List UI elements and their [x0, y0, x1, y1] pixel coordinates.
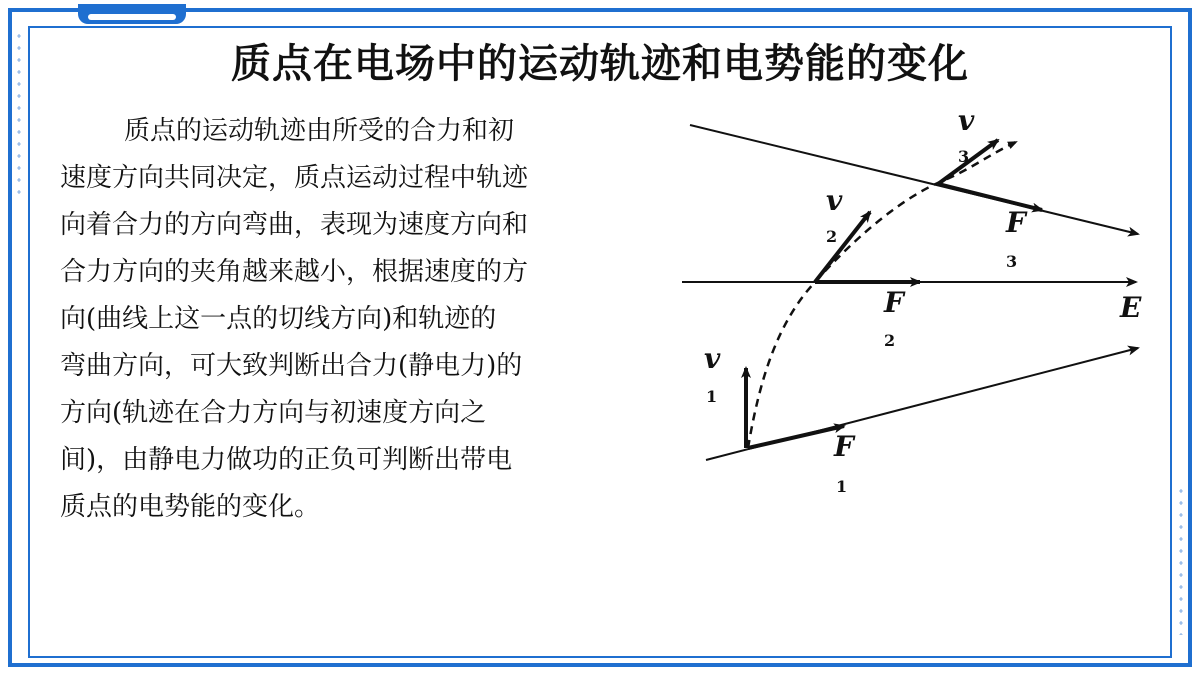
paragraph-line: 合力方向的夹角越来越小，根据速度的方: [60, 257, 529, 287]
field-label-e: E: [1120, 291, 1142, 324]
velocity-label-3: v: [958, 104, 975, 137]
trajectory-curve: [748, 142, 1016, 448]
velocity-arrow-2: [815, 212, 870, 282]
paragraph-line: 质点的电势能的变化。: [60, 492, 321, 522]
force-subscript-1: 1: [836, 477, 848, 496]
velocity-label-2: v: [826, 184, 843, 217]
paragraph-line: 向着合力的方向弯曲，表现为速度方向和: [60, 210, 529, 240]
field-trajectory-diagram: [660, 92, 1180, 512]
explanation-paragraph: [60, 108, 640, 531]
field-line-top: [690, 125, 1138, 234]
force-label-2: F: [884, 286, 904, 319]
force-subscript-2: 2: [884, 331, 896, 350]
corner-tab-notch: [88, 14, 176, 20]
velocity-subscript-1: 1: [706, 387, 718, 406]
force-label-3: F: [1006, 206, 1026, 239]
paragraph-line: 方向(轨迹在合力方向与初速度方向之: [60, 398, 487, 428]
force-arrow-1: [748, 426, 844, 448]
force-arrow-3: [938, 184, 1042, 210]
force-label-1: F: [834, 430, 854, 463]
slide-title: 质点在电场中的运动轨迹和电势能的变化: [231, 41, 969, 87]
dot-pattern-left: [14, 30, 24, 200]
paragraph-line: 弯曲方向，可大致判断出合力(静电力)的: [60, 351, 523, 381]
force-subscript-3: 3: [1006, 252, 1018, 271]
paragraph-line: 速度方向共同决定，质点运动过程中轨迹: [60, 163, 529, 193]
paragraph-line: 向(曲线上这一点的切线方向)和轨迹的: [60, 304, 497, 334]
velocity-subscript-2: 2: [826, 227, 838, 246]
paragraph-line: 间)，由静电力做功的正负可判断出带电: [60, 445, 513, 475]
paragraph-line: 质点的运动轨迹由所受的合力和初: [124, 116, 515, 146]
velocity-subscript-3: 3: [958, 147, 970, 166]
velocity-label-1: v: [704, 342, 721, 375]
